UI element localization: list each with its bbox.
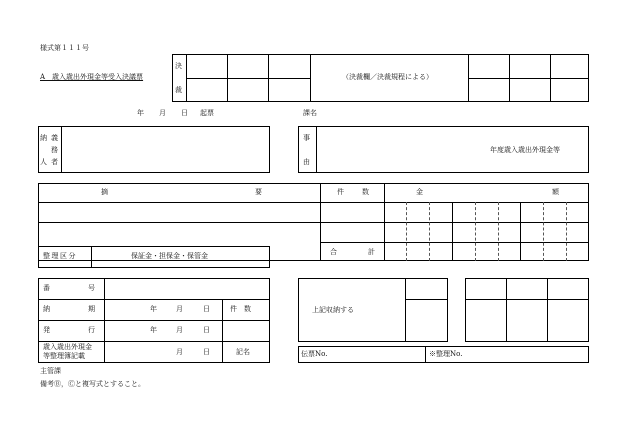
summary-header-b: 要 — [255, 188, 262, 196]
issue-month: 月 — [176, 326, 183, 334]
count-label: 件 数 — [230, 305, 251, 313]
payer-char-1: 納 — [40, 134, 47, 142]
date-year: 年 — [137, 109, 144, 117]
payer-char-5: 者 — [51, 158, 58, 166]
reason-value: 年度歳入歳出外現金等 — [490, 146, 560, 154]
date-month: 月 — [159, 109, 166, 117]
payment-day: 日 — [203, 305, 210, 313]
payer-char-4: 人 — [40, 158, 47, 166]
form-title: A 歳入歳出外現金等受入決議票 — [40, 73, 144, 81]
issue-label-a: 発 — [43, 326, 50, 334]
summary-header-a: 摘 — [101, 188, 108, 196]
payment-year: 年 — [150, 305, 157, 313]
reason-char-1: 事 — [303, 134, 310, 142]
payer-box — [38, 126, 270, 173]
classification-value: 保証金・担保金・保管金 — [131, 252, 208, 260]
register-month: 月 — [176, 348, 183, 356]
register-label-1: 歳入歳出外現金 — [43, 343, 92, 351]
date-day: 日 — [181, 109, 188, 117]
payment-label-b: 期 — [88, 305, 95, 313]
payer-char-2: 義 — [51, 134, 58, 142]
amount-header-b: 額 — [552, 188, 559, 196]
reference-number: ※整理No. — [429, 350, 463, 358]
issue-label-b: 行 — [88, 326, 95, 334]
date-suffix: 起票 — [200, 109, 214, 117]
form-number: 様式第１１１号 — [40, 44, 89, 52]
amount-header-a: 金 — [416, 188, 423, 196]
count-header-a: 件 — [337, 188, 344, 196]
payment-month: 月 — [176, 305, 183, 313]
classification-label: 整理区分 — [43, 252, 77, 260]
total-label-b: 計 — [368, 248, 375, 256]
total-label-a: 合 — [330, 248, 337, 256]
receive-text: 上記収納する — [312, 306, 354, 314]
payer-char-3: 務 — [51, 146, 58, 154]
slip-number: 伝票No. — [301, 350, 328, 358]
kessai-label-1: 決 — [175, 62, 182, 70]
number-label-b: 号 — [88, 284, 95, 292]
reason-char-2: 由 — [303, 158, 310, 166]
register-day: 日 — [203, 348, 210, 356]
register-label-2: 等整理簿記載 — [43, 352, 85, 360]
payment-label-a: 納 — [43, 305, 50, 313]
issue-year: 年 — [150, 326, 157, 334]
number-label-a: 番 — [43, 284, 50, 292]
count-header-b: 数 — [362, 188, 369, 196]
stamp-box — [465, 278, 589, 342]
kessai-label-2: 裁 — [175, 86, 182, 94]
footer-note: 備考Ⓑ，Ⓒと複写式とすること。 — [40, 380, 145, 388]
issue-day: 日 — [203, 326, 210, 334]
kessai-note: （決裁欄／決裁規程による） — [342, 73, 433, 81]
section-label: 課名 — [303, 109, 317, 117]
signature-label: 記名 — [236, 348, 250, 356]
department-label: 主管課 — [40, 367, 61, 375]
